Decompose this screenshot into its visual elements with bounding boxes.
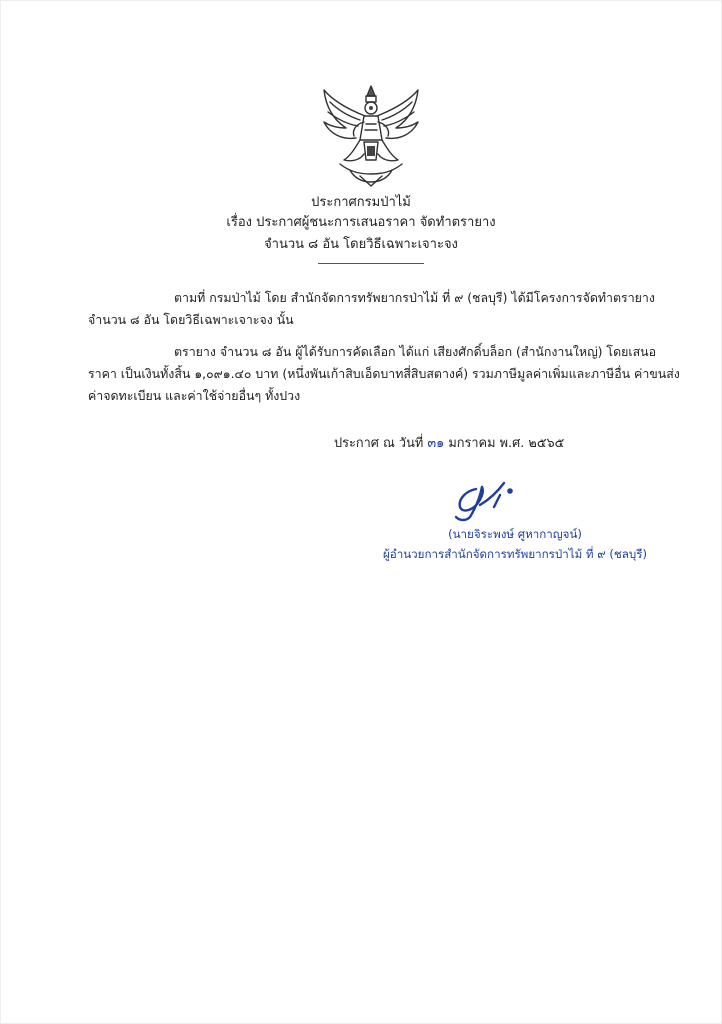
garuda-emblem-icon: [320, 80, 422, 188]
signature-image: [446, 477, 522, 523]
announcement-date: [334, 434, 564, 454]
paragraph-line: ตามที่ กรมป่าไม้ โดย สำนักจัดการทรัพยากรป่าไม้ ที่ ๙ (ชลบุรี) ได้มีโครงการจัดทำตรายาง: [174, 290, 655, 305]
paragraph-line: จำนวน ๘ อัน โดยวิธีเฉพาะเจาะจง นั้น: [88, 312, 294, 327]
paragraph-line: ราคา เป็นเงินทั้งสิ้น ๑,๐๙๑.๔๐ บาท (หนึ่งพันเก้าสิบเอ็ดบาทสี่สิบสตางค์) รวมภาษีมูลค่าเพิ่มและภาษีอื่น ค่าขนส่ง: [88, 366, 680, 381]
signer-position: ผู้อำนวยการสำนักจัดการทรัพยากรป่าไม้ ที่ ๙ (ชลบุรี): [382, 547, 648, 561]
date-month-year: มกราคม พ.ศ. ๒๕๖๕: [444, 436, 565, 451]
date-prefix: ประกาศ ณ วันที่: [334, 436, 428, 451]
subject-detail: จำนวน ๘ อัน โดยวิธีเฉพาะเจาะจง: [264, 237, 458, 252]
date-day: ๓๑: [427, 436, 445, 451]
paragraph-winner: [88, 341, 680, 407]
announcement-heading: ประกาศกรมป่าไม้: [311, 195, 411, 210]
signer-name: (นายจิระพงษ์ ศูหากาญจน์): [448, 527, 582, 541]
paragraph-line: ตรายาง จำนวน ๘ อัน ผู้ได้รับการคัดเลือก ได้แก่ เสียงศักดิ์บล็อก (สำนักงานใหญ่) โดยเสนอ: [174, 344, 657, 359]
paragraph-project: [88, 287, 660, 331]
subject-line: เรื่อง ประกาศผู้ชนะการเสนอราคา จัดทำตรายาง: [226, 215, 496, 230]
title-divider: [318, 263, 424, 264]
paragraph-line: ค่าจดทะเบียน และค่าใช้จ่ายอื่นๆ ทั้งปวง: [88, 388, 301, 403]
